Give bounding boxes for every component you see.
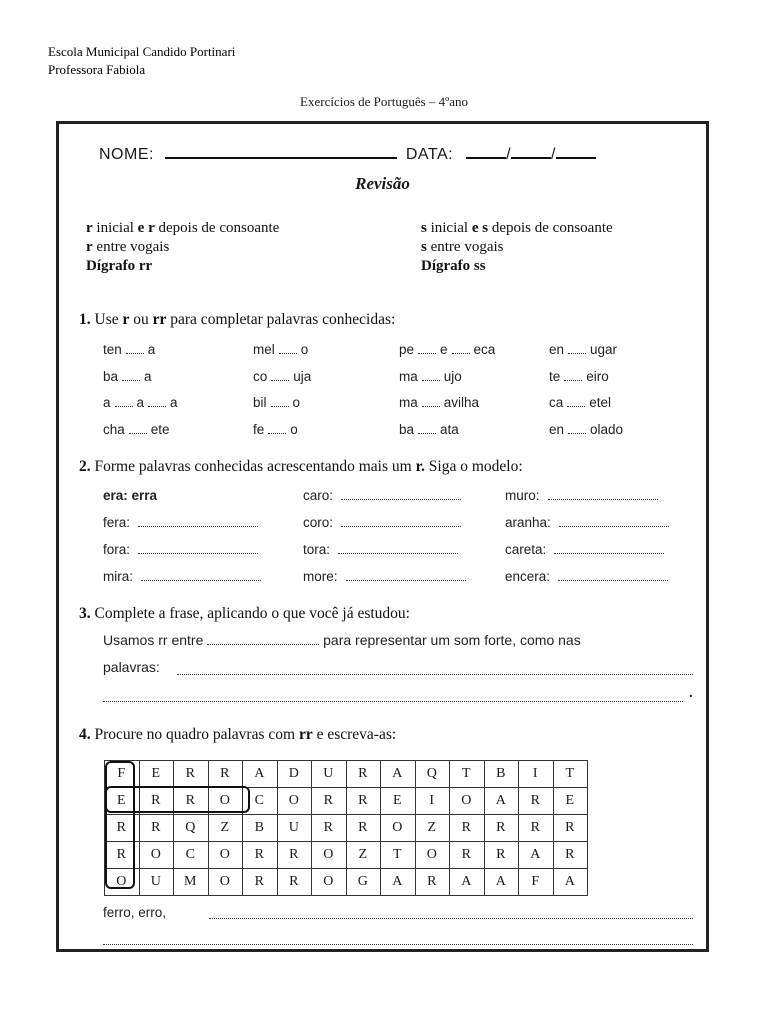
grid-letter[interactable]: U — [277, 815, 312, 842]
q2-model: era: erra — [103, 488, 158, 503]
q2-item — [505, 569, 668, 584]
grid-letter[interactable]: U — [312, 761, 347, 788]
grid-row — [105, 842, 588, 869]
q3-line1-end: para representar um som forte, como nas — [323, 632, 581, 648]
highlight-ferro-vertical — [105, 761, 135, 889]
q1-prefix: a — [103, 395, 111, 410]
q2-label: fera: — [103, 515, 131, 530]
q3-blank[interactable] — [207, 643, 319, 645]
grid-letter[interactable]: R — [346, 788, 381, 815]
q1-blank[interactable] — [568, 352, 586, 354]
grid-letter[interactable]: R — [277, 842, 312, 869]
grid-letter[interactable]: B — [243, 815, 278, 842]
q1-blank[interactable] — [418, 432, 436, 434]
rule-bold: s — [421, 220, 427, 236]
q3-heading — [79, 605, 410, 623]
grid-letter[interactable]: A — [243, 761, 278, 788]
q1-middle: e — [440, 342, 448, 357]
q1-prefix: ma — [399, 395, 418, 410]
year-field[interactable] — [556, 156, 596, 159]
rule-text: entre vogais — [426, 239, 504, 255]
q2-label: encera: — [505, 569, 551, 584]
q1-middle: a — [136, 395, 145, 410]
rule-bold: r — [86, 220, 93, 236]
grid-letter[interactable]: E — [139, 761, 174, 788]
q3-palavras-label: palavras: — [103, 659, 160, 675]
grid-letter[interactable]: R — [208, 761, 243, 788]
q2-blank[interactable] — [554, 552, 664, 554]
q2-item — [303, 569, 466, 584]
q1-prefix: en — [549, 342, 565, 357]
grid-letter[interactable]: O — [208, 788, 243, 815]
q1-prefix: bil — [253, 395, 267, 410]
data-label: DATA: — [405, 146, 454, 163]
q2-item — [303, 488, 461, 503]
grid-letter[interactable]: R — [312, 788, 347, 815]
q2-item — [103, 515, 258, 530]
q1-suffix: uja — [293, 368, 312, 384]
q3-period: . — [689, 685, 693, 700]
q1-prefix: ba — [399, 421, 415, 437]
grid-row — [105, 869, 588, 896]
q1-item — [103, 422, 170, 437]
q1-prefix: ten — [103, 342, 122, 357]
grid-letter[interactable]: D — [277, 761, 312, 788]
rule-bold: s — [421, 239, 427, 255]
grid-letter[interactable]: R — [415, 869, 450, 896]
rule-line — [421, 257, 613, 276]
grid-letter[interactable]: I — [519, 761, 554, 788]
q1-blank[interactable] — [129, 432, 147, 434]
q2-bold: r. — [415, 458, 425, 475]
q2-item — [505, 542, 664, 557]
q1-item — [399, 342, 495, 357]
q1-heading — [79, 311, 395, 329]
q1-item — [253, 369, 311, 384]
q1-prefix: mel — [253, 342, 275, 357]
q1-prefix: ma — [399, 368, 418, 384]
q1-suffix: ete — [150, 421, 170, 437]
day-field[interactable] — [466, 156, 506, 159]
month-field[interactable] — [511, 156, 551, 159]
grid-letter[interactable]: R — [450, 842, 485, 869]
q1-prefix: cha — [103, 421, 125, 437]
q4-answer-line[interactable] — [209, 917, 693, 919]
grid-letter[interactable]: O — [381, 815, 416, 842]
q1-blank[interactable] — [422, 379, 440, 381]
q2-blank[interactable] — [141, 579, 261, 581]
q2-label: more: — [303, 569, 338, 584]
grid-letter[interactable]: O — [277, 788, 312, 815]
rule-line — [421, 219, 613, 238]
q2-item — [303, 515, 461, 530]
q1-blank[interactable] — [564, 379, 582, 381]
grid-letter[interactable]: O — [139, 842, 174, 869]
grid-letter[interactable]: R — [519, 815, 554, 842]
q1-prefix: ba — [103, 368, 119, 384]
q4-heading — [79, 726, 396, 744]
grid-letter[interactable]: R — [105, 842, 140, 869]
q1-suffix: etel — [589, 395, 612, 410]
q1-blank[interactable] — [567, 405, 585, 407]
q1-blank[interactable] — [422, 405, 440, 407]
q3-answer-line[interactable] — [177, 673, 693, 675]
q3-line1-start: Usamos rr entre — [103, 632, 204, 648]
q1-suffix: o — [300, 342, 309, 357]
rule-text: depois de consoante — [154, 220, 280, 236]
revisao-title: Revisão — [355, 174, 410, 193]
school-name: Escola Municipal Candido Portinari — [48, 44, 236, 59]
q1-blank[interactable] — [271, 405, 289, 407]
rule-line — [421, 238, 613, 257]
q1-item — [103, 369, 152, 384]
q1-suffix: a — [170, 395, 178, 410]
grid-letter[interactable]: O — [208, 869, 243, 896]
q1-text: Use — [94, 311, 123, 328]
q1-blank[interactable] — [568, 432, 586, 434]
grid-letter[interactable]: R — [174, 761, 209, 788]
grid-letter[interactable]: A — [484, 788, 519, 815]
rules-right — [421, 219, 613, 276]
rule-line — [86, 238, 279, 257]
nome-field[interactable] — [165, 156, 397, 159]
grid-letter[interactable]: R — [139, 788, 174, 815]
q1-prefix: pe — [399, 342, 415, 357]
rules-left — [86, 219, 279, 276]
q1-item — [399, 369, 462, 384]
grid-letter[interactable]: A — [519, 842, 554, 869]
q1-item — [399, 422, 459, 437]
grid-letter[interactable]: R — [277, 869, 312, 896]
q1-text: para completar palavras conhecidas: — [166, 311, 396, 328]
q1-item — [399, 395, 479, 410]
q2-label: muro: — [505, 488, 540, 503]
grid-letter[interactable]: R — [519, 788, 554, 815]
q1-suffix: ugar — [590, 342, 618, 357]
rule-text: depois de consoante — [488, 220, 613, 236]
grid-letter[interactable]: Q — [415, 761, 450, 788]
grid-letter[interactable]: O — [208, 842, 243, 869]
grid-letter[interactable]: R — [484, 842, 519, 869]
q2-label: mira: — [103, 569, 133, 584]
q1-item — [103, 342, 155, 357]
grid-letter[interactable]: R — [139, 815, 174, 842]
q1-text: ou — [129, 311, 153, 328]
q2-item — [303, 542, 458, 557]
q2-blank[interactable] — [558, 579, 668, 581]
q2-label: careta: — [505, 542, 547, 557]
q1-blank[interactable] — [279, 352, 297, 354]
grid-letter[interactable]: R — [553, 815, 588, 842]
q1-blank[interactable] — [115, 405, 133, 407]
nome-label: NOME: — [99, 146, 154, 163]
q1-bold: rr — [152, 311, 167, 328]
grid-letter[interactable]: T — [553, 761, 588, 788]
grid-letter[interactable]: R — [105, 815, 140, 842]
grid-letter[interactable]: R — [346, 761, 381, 788]
q2-blank[interactable] — [338, 552, 458, 554]
q1-blank[interactable] — [271, 379, 289, 381]
grid-letter[interactable]: E — [105, 788, 140, 815]
grid-letter[interactable]: O — [450, 788, 485, 815]
q2-label: tora: — [303, 542, 331, 557]
q1-suffix: eca — [473, 342, 496, 357]
q2-label: aranha: — [505, 515, 551, 530]
q1-suffix: a — [144, 368, 152, 384]
rule-line — [86, 219, 279, 238]
q2-number: 2. — [79, 458, 91, 475]
q2-heading — [79, 458, 523, 476]
grid-letter[interactable]: O — [312, 842, 347, 869]
q1-item — [253, 422, 298, 437]
q1-item — [549, 422, 623, 437]
q2-label: caro: — [303, 488, 334, 503]
q3-line1 — [103, 632, 581, 648]
grid-letter[interactable]: Z — [208, 815, 243, 842]
rule-bold: e s — [471, 220, 489, 236]
q1-blank[interactable] — [268, 432, 286, 434]
q1-suffix: eiro — [586, 368, 609, 384]
grid-letter[interactable]: Q — [174, 815, 209, 842]
word-search-grid — [104, 760, 588, 896]
q2-blank[interactable] — [559, 525, 669, 527]
highlight-erro-horizontal — [105, 786, 250, 813]
q1-item — [549, 395, 611, 410]
q2-blank[interactable] — [548, 498, 658, 500]
q1-bold: r — [122, 311, 130, 328]
grid-letter[interactable]: T — [450, 761, 485, 788]
q3-answer-line[interactable] — [103, 700, 683, 702]
grid-letter[interactable]: R — [312, 815, 347, 842]
grid-letter[interactable]: M — [174, 869, 209, 896]
q1-item — [549, 342, 617, 357]
q4-answer-prefix: ferro, erro, — [103, 905, 167, 920]
grid-row — [105, 761, 588, 788]
grid-letter[interactable]: C — [243, 788, 278, 815]
grid-letter[interactable]: A — [484, 869, 519, 896]
q2-blank[interactable] — [341, 498, 461, 500]
q4-text: e escreva-as: — [312, 726, 397, 743]
q1-suffix: ujo — [443, 368, 462, 384]
grid-letter[interactable]: E — [553, 788, 588, 815]
rule-line — [86, 257, 279, 276]
rule-bold: r — [86, 239, 93, 255]
q4-number: 4. — [79, 726, 91, 743]
q2-item — [505, 515, 669, 530]
grid-letter[interactable]: R — [243, 842, 278, 869]
q2-item — [103, 542, 258, 557]
q4-text: Procure no quadro palavras com — [94, 726, 299, 743]
q1-item — [253, 342, 308, 357]
grid-row — [105, 815, 588, 842]
q2-text: Siga o modelo: — [424, 458, 523, 475]
q2-item — [505, 488, 658, 503]
grid-letter[interactable]: F — [519, 869, 554, 896]
q1-blank[interactable] — [148, 405, 166, 407]
rule-text: inicial — [92, 220, 138, 236]
teacher-name: Professora Fabiola — [48, 62, 146, 77]
q1-suffix: avilha — [443, 395, 480, 410]
q1-item — [103, 395, 178, 410]
q2-item — [103, 569, 261, 584]
q1-number: 1. — [79, 311, 91, 328]
grid-letter[interactable]: B — [484, 761, 519, 788]
grid-letter[interactable]: A — [450, 869, 485, 896]
q1-suffix: o — [290, 421, 298, 437]
grid-letter[interactable]: I — [415, 788, 450, 815]
q1-item — [549, 369, 609, 384]
q1-prefix: co — [253, 368, 268, 384]
q4-bold: rr — [298, 726, 313, 743]
q1-prefix: fe — [253, 421, 265, 437]
subject-title: Exercícios de Português – 4ºano — [300, 94, 468, 109]
q2-label: fora: — [103, 542, 131, 557]
q1-blank[interactable] — [418, 352, 436, 354]
rule-bold: Dígrafo rr — [86, 258, 153, 274]
q3-number: 3. — [79, 605, 91, 622]
q1-blank[interactable] — [452, 352, 470, 354]
rule-text: inicial — [426, 220, 472, 236]
rule-bold: e r — [137, 220, 155, 236]
q2-blank[interactable] — [346, 579, 466, 581]
q1-suffix: a — [147, 342, 156, 357]
q1-suffix: o — [292, 395, 301, 410]
q1-prefix: en — [549, 421, 565, 437]
grid-letter[interactable]: Z — [346, 842, 381, 869]
q1-prefix: ca — [549, 395, 564, 410]
name-date-row — [99, 146, 596, 164]
grid-letter[interactable]: A — [381, 761, 416, 788]
date-slash: / — [506, 146, 512, 163]
q1-suffix: olado — [590, 421, 624, 437]
grid-letter[interactable]: R — [346, 815, 381, 842]
grid-letter[interactable]: A — [381, 869, 416, 896]
q3-text: Complete a frase, aplicando o que você já estudou: — [94, 605, 410, 622]
grid-letter[interactable]: G — [346, 869, 381, 896]
q2-blank[interactable] — [138, 552, 258, 554]
date-slash: / — [551, 146, 556, 163]
q1-item — [253, 395, 300, 410]
grid-letter[interactable]: O — [415, 842, 450, 869]
q1-blank[interactable] — [126, 352, 144, 354]
grid-letter[interactable]: O — [105, 869, 140, 896]
q2-text: Forme palavras conhecidas acrescentando mais um — [94, 458, 416, 475]
grid-letter[interactable]: R — [553, 842, 588, 869]
grid-letter[interactable]: T — [381, 842, 416, 869]
grid-letter[interactable]: Z — [415, 815, 450, 842]
worksheet-frame — [56, 121, 709, 952]
q1-suffix: ata — [440, 421, 459, 437]
q4-answer-line[interactable] — [103, 943, 693, 945]
grid-letter[interactable]: E — [381, 788, 416, 815]
grid-letter[interactable]: A — [553, 869, 588, 896]
grid-letter[interactable]: F — [105, 761, 140, 788]
q2-blank[interactable] — [341, 525, 461, 527]
grid-letter[interactable]: C — [174, 842, 209, 869]
q1-prefix: te — [549, 368, 561, 384]
grid-letter[interactable]: O — [312, 869, 347, 896]
q2-blank[interactable] — [138, 525, 258, 527]
q1-blank[interactable] — [122, 379, 140, 381]
q2-label: coro: — [303, 515, 334, 530]
grid-letter[interactable]: R — [174, 788, 209, 815]
grid-letter[interactable]: U — [139, 869, 174, 896]
grid-letter[interactable]: R — [243, 869, 278, 896]
rule-text: entre vogais — [92, 239, 170, 255]
grid-letter[interactable]: R — [450, 815, 485, 842]
rule-bold: Dígrafo ss — [421, 258, 486, 274]
grid-letter[interactable]: R — [484, 815, 519, 842]
